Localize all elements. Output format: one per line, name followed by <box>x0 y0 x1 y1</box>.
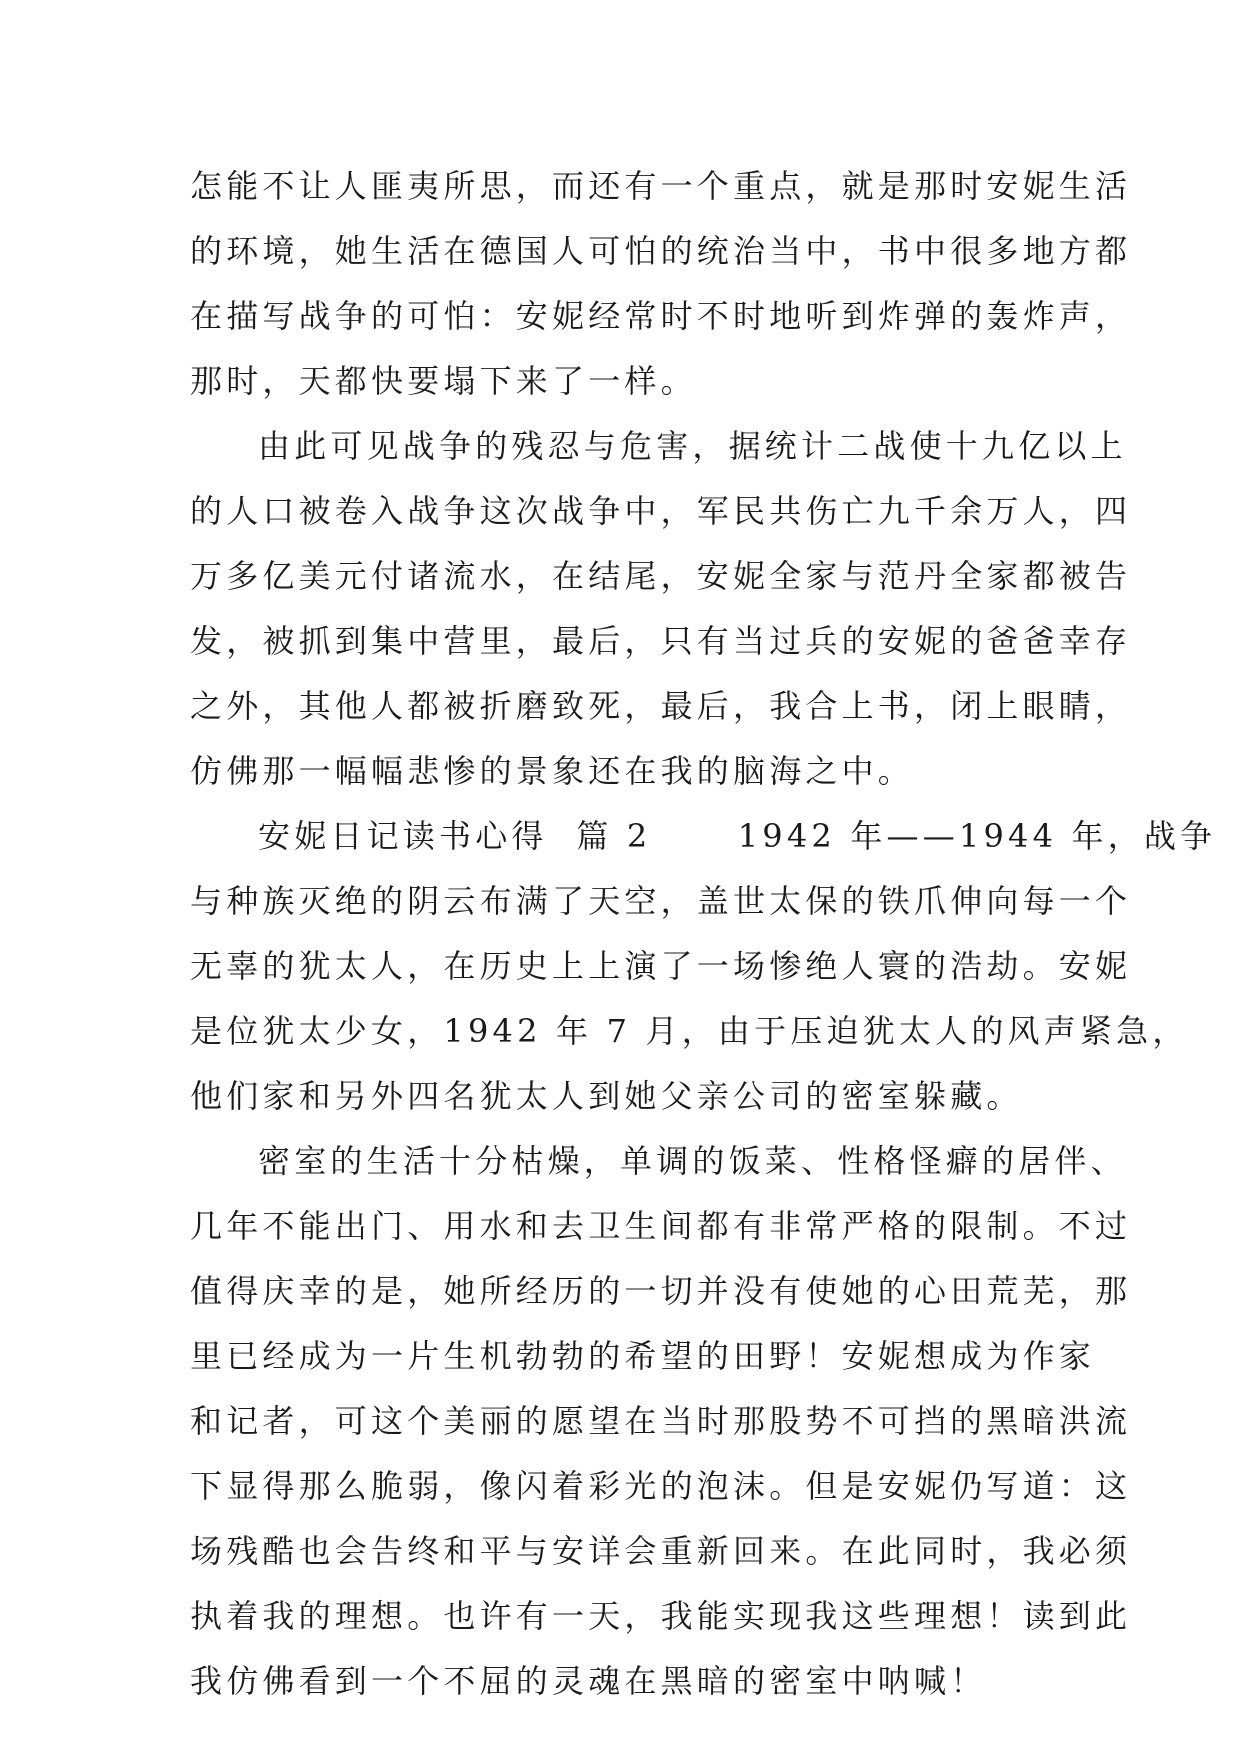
text-line: 几年不能出门、用水和去卫生间都有非常严格的限制。不过 <box>190 1207 1132 1245</box>
paragraph-start-line: 由此可见战争的残忍与危害，据统计二战使十九亿以上 <box>258 427 1127 465</box>
text-line: 之外，其他人都被折磨致死，最后，我合上书，闭上眼睛， <box>190 687 1132 725</box>
section-heading-line: 安妮日记读书心得 篇 2 1942 年——1944 年，战争 <box>258 817 1217 855</box>
text-line: 仿佛那一幅幅悲惨的景象还在我的脑海之中。 <box>190 752 915 790</box>
text-line: 万多亿美元付诸流水，在结尾，安妮全家与范丹全家都被告 <box>190 557 1132 595</box>
text-line: 的环境，她生活在德国人可怕的统治当中，书中很多地方都 <box>190 232 1132 270</box>
text-line: 在描写战争的可怕：安妮经常时不时地听到炸弹的轰炸声， <box>190 297 1132 335</box>
text-line: 怎能不让人匪夷所思，而还有一个重点，就是那时安妮生活 <box>190 167 1132 205</box>
text-line: 里已经成为一片生机勃勃的希望的田野！安妮想成为作家 <box>190 1337 1096 1375</box>
text-line: 执着我的理想。也许有一天，我能实现我这些理想！读到此 <box>190 1597 1132 1635</box>
text-line: 与种族灭绝的阴云布满了天空，盖世太保的铁爪伸向每一个 <box>190 882 1132 920</box>
text-line: 的人口被卷入战争这次战争中，军民共伤亡九千余万人，四 <box>190 492 1132 530</box>
text-line: 无辜的犹太人，在历史上上演了一场惨绝人寰的浩劫。安妮 <box>190 947 1132 985</box>
text-line: 下显得那么脆弱，像闪着彩光的泡沫。但是安妮仍写道：这 <box>190 1467 1132 1505</box>
text-line: 那时，天都快要塌下来了一样。 <box>190 362 697 400</box>
text-line: 他们家和另外四名犹太人到她父亲公司的密室躲藏。 <box>190 1077 1023 1115</box>
text-line: 值得庆幸的是，她所经历的一切并没有使她的心田荒芜，那 <box>190 1272 1132 1310</box>
text-line: 发，被抓到集中营里，最后，只有当过兵的安妮的爸爸幸存 <box>190 622 1132 660</box>
text-line: 是位犹太少女，1942 年 7 月，由于压迫犹太人的风声紧急， <box>190 1012 1189 1050</box>
paragraph-start-line: 密室的生活十分枯燥，单调的饭菜、性格怪癖的居伴、 <box>258 1142 1127 1180</box>
text-line: 和记者，可这个美丽的愿望在当时那股势不可挡的黑暗洪流 <box>190 1402 1132 1440</box>
text-line: 我仿佛看到一个不屈的灵魂在黑暗的密室中呐喊！ <box>190 1662 987 1700</box>
text-line: 场残酷也会告终和平与安详会重新回来。在此同时，我必须 <box>190 1532 1132 1570</box>
